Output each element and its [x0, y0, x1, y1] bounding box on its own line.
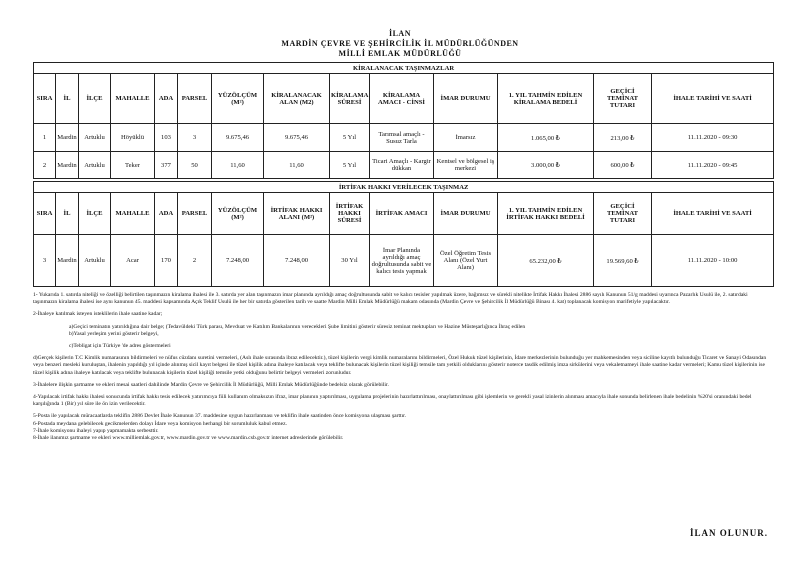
- note-1: 1- Yukarıda 1. satırda niteliği ve özelliği belirtilen taşınmazın kiralama ihalesi ile 3. satırda yer alan taşınmazın imar planında ayrıldığı amaç doğrultusunda sabit ve kalıcı tesisler yapılmak üzere, bağımsız ve sürekli nitelikte İrtifak Hakkı İhalesi 2886 sayılı Kanunun 51/g maddesi uyarınca Pazarlık Usulü ile, 2. satırdaki taşınmazın kiralama ihalesi ise aynı kanunun 45. maddesi kapsamında Açık Teklif Usulü ile her bir satırda gösterilen tarih ve saatte Mardin Milli Emlak Müdürlüğü makam odasında (Mardin Çevre ve Şehircilik İl Müdürlüğü Binası 4. kat) toplanacak komisyon marifetiyle yapılacaktır.: [33, 292, 748, 306]
- col-ihale-tarihi: İHALE TARİHİ VE SAATİ: [652, 74, 774, 124]
- closing-statement: İLAN OLUNUR.: [690, 528, 769, 538]
- notice-label: İLAN: [388, 29, 411, 38]
- cell: 1: [34, 124, 56, 152]
- col-yuzolcum: YÜZÖLÇÜM (M²): [212, 193, 264, 235]
- cell: Artuklu: [79, 124, 111, 152]
- note-2d: d)Gerçek kişilerin T.C Kimlik numarasının bildirmeleri ve nüfus cüzdanı suretini vermeleri, (Aslı ihale sırasında ibraz edilecektir.), tüzel kişilerin vergi kimlik numaralarını bildirmeleri, Özel Hukuk tüzel kişilerinin, İdare merkezlerinin bulunduğu yer mahkemesinden veya siciline kayıtlı bulunduğu Ticaret ve Sanayi Odasından veya benzeri mesleki kuruluştan, ihalenin yapıldığı yıl içinde alınmış sicil kayıt belgesi ile tüzel kişilik adına ihaleye katılacak veya teklifte bulunacak kişilerin tüzel kişiliği temsile tam yetkili olduklarını gösterir noterce tasdik edilmiş imza sirkülerini veya vekaletnameyi ihale saatine kadar vermeleri; Kamu tüzel kişilerinin ise tüzel kişilik adına ihaleye katılacak veya teklifte bulunacak kişilerin tüzel kişiliği temsile yetki olduğunu belirtir belgeyi vermeleri zorunludur.: [33, 355, 767, 376]
- cell: 5 Yıl: [330, 152, 370, 179]
- note-2a: a)Geçici teminatın yatırıldığına dair belge; (Tedavüldeki Türk parası, Mevduat ve Katılım Bankalarının verecekleri Şube limitini gösterir süresiz teminat mektupları ve Hazine Müsteşarlığınca İhraç edilen: [69, 323, 526, 330]
- cell: Artuklu: [79, 152, 111, 179]
- cell: 213,00 ₺: [594, 124, 652, 152]
- col-kiralama-amaci: KİRALAMA AMACI - CİNSİ: [370, 74, 434, 124]
- cell: Artuklu: [79, 235, 111, 287]
- col-ada: ADA: [155, 74, 178, 124]
- cell: Ticari Amaçlı - Kargir dükkan: [370, 152, 434, 179]
- cell: 65.232,00 ₺: [498, 235, 594, 287]
- note-3: 3-İhalelere ilişkin şartname ve ekleri mesai saatleri dahilinde Mardin Çevre ve Şehircilik İl Müdürlüğü, Milli Emlak Müdürlüğünde bedelsiz olarak görülebilir.: [33, 381, 389, 388]
- col-parsel: PARSEL: [178, 74, 212, 124]
- note-2: 2-İhaleye katılmak isteyen isteklilerin ihale saatine kadar;: [33, 311, 163, 318]
- table-row: [34, 235, 774, 287]
- col-mahalle: MAHALLE: [111, 193, 155, 235]
- cell: Mardin: [56, 235, 79, 287]
- note-4: 4-Yapılacak irtifak hakkı ihalesi sonucunda irtifak hakkı tesis edilecek yatırımcıya fiili kullanım olmaksızın ifraz, imar planının yaptırılması, uygulama projelerinin hazırlattırılması, onaylattırılması gibi işlemlerin ve gerekli yasal izinlerin alınması amacıyla ihale sonunda belirlenen ihale bedelinin %20'si oranındaki bedel karşılığında 1 (Bir) yıl süre ile ön izin verilecektir.: [33, 394, 752, 408]
- cell: 377: [155, 152, 178, 179]
- col-sira: SIRA: [34, 193, 56, 235]
- cell: 11.11.2020 - 09:45: [652, 152, 774, 179]
- cell: 600,00 ₺: [594, 152, 652, 179]
- col-parsel: PARSEL: [178, 193, 212, 235]
- cell: İmarsız: [434, 124, 498, 152]
- col-kiralama-bedeli: 1. YIL TAHMİN EDİLEN KİRALAMA BEDELİ: [498, 74, 594, 124]
- cell: 3: [178, 124, 212, 152]
- col-irtifak-suresi: İRTİFAK HAKKI SÜRESİ: [330, 193, 370, 235]
- col-ihale-tarihi: İHALE TARİHİ VE SAATİ: [652, 193, 774, 235]
- col-irtifak-amaci: İRTİFAK AMACI: [370, 193, 434, 235]
- note-7: 7-İhale komisyonu ihaleyi yapıp yapmamakta serbesttir.: [33, 427, 159, 434]
- cell: İmar Planında ayrıldığı amaç doğrultusunda sabit ve kalıcı tesis yapmak: [370, 235, 434, 287]
- table-row: [34, 124, 774, 152]
- cell: Tarımsal amaçlı - Susuz Tarla: [370, 124, 434, 152]
- cell: 11,60: [264, 152, 330, 179]
- cell: 103: [155, 124, 178, 152]
- rental-table: [33, 62, 774, 179]
- col-gecici-teminat: GEÇİCİ TEMİNAT TUTARI: [594, 74, 652, 124]
- col-kiralama-suresi: KİRALAMA SÜRESİ: [330, 74, 370, 124]
- cell: 9.675,46: [212, 124, 264, 152]
- cell: 5 Yıl: [330, 124, 370, 152]
- col-yuzolcum: YÜZÖLÇÜM (M²): [212, 74, 264, 124]
- col-imar-durumu: İMAR DURUMU: [434, 193, 498, 235]
- notes: [33, 292, 773, 442]
- col-il: İL: [56, 193, 79, 235]
- cell: Kentsel ve bölgesel iş merkezi: [434, 152, 498, 179]
- cell: 30 Yıl: [330, 235, 370, 287]
- col-irtifak-alani: İRTİFAK HAKKI ALANI (M²): [264, 193, 330, 235]
- cell: 50: [178, 152, 212, 179]
- note-2b: b)Yasal yerleşim yerini gösterir belgeyi,: [69, 330, 159, 337]
- cell: Teker: [111, 152, 155, 179]
- col-sira: SIRA: [34, 74, 56, 124]
- cell: Özel Öğretim Tesis Alanı (Özel Yurt Alanı): [434, 235, 498, 287]
- cell: 9.675,46: [264, 124, 330, 152]
- easement-table: [33, 181, 774, 287]
- cell: 11.11.2020 - 09:30: [652, 124, 774, 152]
- col-ada: ADA: [155, 193, 178, 235]
- easement-section-title: İRTİFAK HAKKI VERİLECEK TAŞINMAZ: [34, 182, 774, 193]
- cell: 1.065,00 ₺: [498, 124, 594, 152]
- note-6: 6-Postada meydana gelebilecek gecikmelerden dolayı İdare veya komisyon herhangi bir sorumluluk kabul etmez.: [33, 420, 287, 427]
- note-2c: c)Tebligat için Türkiye 'de adres göstermeleri: [69, 343, 171, 350]
- cell: 3.000,00 ₺: [498, 152, 594, 179]
- note-8: 8-İhale ilanımız şartname ve ekleri www.milliemlak.gov.tr, www.mardin.gov.tr ve www.mardin.csb.gov.tr internet adreslerinde görülebilir.: [33, 435, 344, 442]
- col-gecici-teminat: GEÇİCİ TEMİNAT TUTARI: [594, 193, 652, 235]
- cell: Acar: [111, 235, 155, 287]
- col-kiralanacak-alan: KİRALANACAK ALAN (M2): [264, 74, 330, 124]
- cell: 7.248,00: [264, 235, 330, 287]
- col-il: İL: [56, 74, 79, 124]
- cell: 170: [155, 235, 178, 287]
- cell: 2: [34, 152, 56, 179]
- department-title: MİLLİ EMLAK MÜDÜRLÜĞÜ: [338, 49, 462, 58]
- cell: Höyüklü: [111, 124, 155, 152]
- table-row: [34, 152, 774, 179]
- cell: Mardin: [56, 152, 79, 179]
- col-irtifak-bedeli: 1. YIL TAHMİN EDİLEN İRTİFAK HAKKI BEDELİ: [498, 193, 594, 235]
- col-ilce: İLÇE: [79, 74, 111, 124]
- issuer-title: MARDİN ÇEVRE VE ŞEHİRCİLİK İL MÜDÜRLÜĞÜNDEN: [281, 39, 519, 48]
- cell: Mardin: [56, 124, 79, 152]
- rental-section-title: KİRALANACAK TAŞINMAZLAR: [34, 63, 774, 74]
- cell: 7.248,00: [212, 235, 264, 287]
- col-imar-durumu: İMAR DURUMU: [434, 74, 498, 124]
- cell: 11.11.2020 - 10:00: [652, 235, 774, 287]
- cell: 2: [178, 235, 212, 287]
- cell: 19.569,60 ₺: [594, 235, 652, 287]
- cell: 11,60: [212, 152, 264, 179]
- note-5: 5-Posta ile yapılacak müracaatlarda teklifin 2886 Devlet İhale Kanunun 37. maddesine uygun hazırlanması ve teklifin ihale saatinden önce komisyona ulaşması şarttır.: [33, 413, 407, 420]
- col-mahalle: MAHALLE: [111, 74, 155, 124]
- cell: 3: [34, 235, 56, 287]
- col-ilce: İLÇE: [79, 193, 111, 235]
